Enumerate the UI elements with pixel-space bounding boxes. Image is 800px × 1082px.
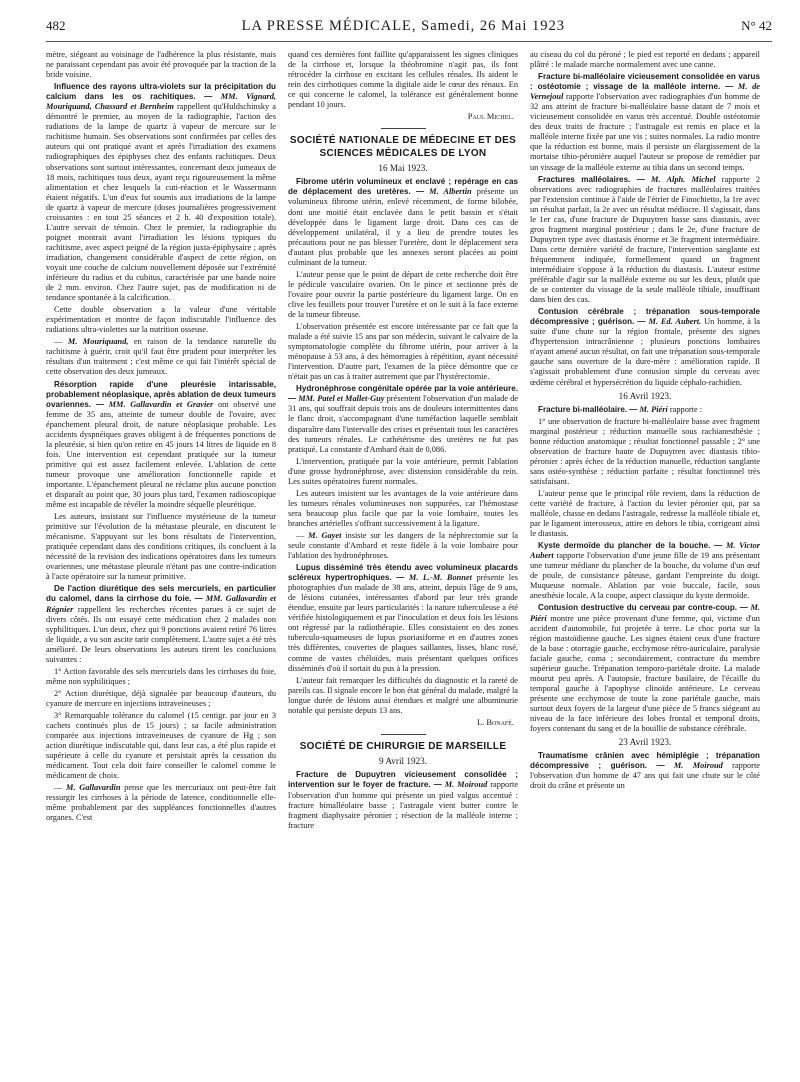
article-traumatisme [530,751,760,791]
article-lupus [288,563,518,674]
paragraph: — M. Gallavardin pense que les mercuriaux ont peut-être fait ressurgir les cirrhoses à la période de latence, conditionnelle elle-même probablement par des suppléances fonctionnelles d'autres organes. C'est [46,783,276,823]
running-header [46,18,772,42]
session-date: 16 Mai 1923. [378,163,428,174]
article-text: présente les photographies d'un malade de 38 ans, atteint, depuis l'âge de 9 ans, de lésions cutanées, intéressantes d'abord par leur très grande étendue, ensuite par leurs particularités : la nature tuberculeuse a été vérifiée histologiquement et par l'inoculation et deux fois les lésions ont régressé par la radiothérapie. Elles consistaient en des zones tuberculo-squameuses de lupus psoriasiforme et en d'autres zones très différentes, couvertes de plaques saillantes, lisses, blanc rosé, comme de vastes chéloïdes, mais présentant quelques orifices disséminés d'où il sortait du pus à la pression. [288,573,518,673]
article-title: Contusion cérébrale ; trépanation sous-temporale décompressive ; guérison. — [530,307,760,327]
paragraph: L'observation présentée est encore intéressante par ce fait que la malade a été suivie 15 ans par son médecin, suivant le calvaire de la symptomatologie complète du fibrome utérin, pour arriver à la ménopause à 53 ans, à des hémorragies à répétition, ayant nécessité l'intervention. D'autre part, l'examen de la pièce démontre que ce n'était pas un cas à traiter autrement que par l'hystérectomie. [288,322,518,382]
article-text: ont observé une femme de 35 ans, atteinte de tumeur double de l'ovaire, avec épanchement pleural droit, de nature néoplasique probable. Les accidents dyspnéiques graves obligent à de fréquentes ponctions de la pleurésie, si bien qu'on retire en 45 jours 14 litres de liquide en 8 fois. Une intervention est cependant pratiquée sur la tumeur primitive qui est assez facilement enlevée. L'ablation de cette tumeur provoque une amélioration fonctionnelle rapide et importante. L'épanchement pleural ne réclame plus aucune ponction et disparaît au point que, 30 jours plus tard, l'examen radioscopique même est incapable de révéler la moindre séquelle pleurétique. [46,399,276,510]
society-heading: SOCIÉTÉ NATIONALE DE MÉDECINE ET DES SCIENCES MÉDICALES DE LYON [289,135,517,159]
article-authors: M. Moiroud [444,780,488,790]
article-text: en raison de la tendance naturelle du rachitisme à guérir, croit qu'il faut être prudent pour interpréter les résultats d'un traitement ; c'est même ce qui fait l'intérêt spécial de cette observation des deux jumeaux. [46,337,276,377]
article-title: Hydronéphrose congénitale opérée par la voie antérieure. — [288,384,518,404]
article-authors: M. Alph. Michel [651,174,716,184]
article-title: Fracture bi-malléolaire. — [538,404,638,414]
article-text: rapporte l'observation avec radiographies d'un homme de 32 ans atteint de fracture bi-malléolaire basse datant de 7 mois et vicieusement consolidée en varus très accentué. Double ostéotomie des deux traits de fracture ; l'astragale est remis en place et la malléole interne fixée par une vis ; suites normales. La radio montre que la réduction est bonne, mais il persiste un élargissement de la mortaise tibio-péronière auquel l'auteur se propose de remédier par un vissage de la malléole externe au tibia dans un second temps. [530,92,760,172]
article-title: Traumatisme crânien avec hémiplégie ; trépanation décompressive ; guérison. — [530,751,760,771]
article-text: rappellent les recherches récentes parues à ce sujet de divers côtés. Ils ont essayé cette médication chez 2 malades non syphilitiques. L'un deux, chez qui 9 ponctions avaient retiré 76 litres de liquide, a vu son ascite tarir complètement. L'autre sujet a été très amélioré. De leurs observations les auteurs tirent les conclusions suivantes : [46,604,276,664]
article-title: Influence des rayons ultra-violets sur la précipitation du calcium dans les os rachitiques. — [46,82,276,102]
article-title: Contusion destructive du cerveau par contre-coup. — [538,603,748,613]
article-authors: M. Mouriquand, [67,337,129,347]
divider [381,128,426,129]
page-number: 482 [46,18,66,33]
article-authors: MM. Vignard, Mouriquand, Chassard et Bernheim [46,92,276,112]
article-title: Fracture bi-malléolaire vicieusement consolidée en varus : ostéotomie ; vissage de la malléole interne. — [530,72,760,92]
paragraph: quand ces dernières font faillite qu'apparaissent les signes cliniques de la cirrhose et, lorsque la théobromine n'agit pas, ils font rétrocéder la cirrhose en excitant les cellules rénales. Ils aident le rein des cirrhotiques comme la digitale aide le cœur des rénaux. En ce qui concerne le calomel, la tolérance est généralement bonne pendant 10 jours. [288,50,518,110]
society-heading: SOCIÉTÉ DE CHIRURGIE DE MARSEILLE [299,740,507,752]
article-authors: M. L.-M. Bonnet [408,573,472,583]
issue-number: N° 42 [741,18,772,33]
article-text: pense que les mercuriaux ont peut-être fait ressurgir les cirrhoses à la période de latence, conditionnelle elle-même probablement par des suppléances fonctionnelles d'autres organes. C'est [46,783,276,823]
article-title: De l'action diurétique des sels mercuriels, en particulier du calomel, dans la cirrhose du foie. — [46,584,276,604]
columns [46,50,772,1080]
paragraph: L'auteur pense que le principal rôle revient, dans la réduction de cette variété de fracture, à l'action du levier péronier qui, par sa malléole, chasse en dedans l'astragale, redresse la malléole tibiale et, par le ligament interosseux, attire en dehors le tibia, corrigeant ainsi le diastasis. [530,488,760,539]
article-contusion [530,307,760,387]
article-title: Fibrome utérin volumineux et enclavé ; repérage en cas de déplacement des uretères. — [288,177,518,197]
article-fibrome [288,177,518,267]
article-text: rapporte l'observation d'un homme de 47 ans qui fait une chute sur le côté droit du crâne et présente un [530,761,760,791]
column-right [530,50,760,1080]
article-text: Un homme, à la suite d'une chute sur la région frontale, présente des signes d'hypertension intracrânienne ; plusieurs ponctions lombaires n'ayant amené aucun résultat, on fait une trépanation sous-temporale gauche sans ouverture de la dure-mère : amélioration rapide. Il s'agissait probablement d'une contusion simple du cerveau avec œdème cérébral et hypersécrétion du liquide céphalo-rachidien. [530,317,760,387]
article-text: rapporte l'observation d'une jeune fille de 19 ans présentant une tumeur médiane du plancher de la bouche, du volume d'un œuf de poule, de consistance pâteuse, gardant l'empreinte du doigt. Muqueuse normale. Ablation par voie buccale, facile, sous anesthésie locale. A la coupe, aspect classique du kyste dermoïde. [530,551,760,601]
paragraph: Cette double observation a la valeur d'une véritable expérimentation et montre de façon indiscutable l'influence des radiations ultra-violettes sur la nutrition osseuse. [46,305,276,335]
article-authors: M. Gayet [308,530,342,540]
article-ultraviolet [46,82,276,303]
list-item: 1° Action favorable des sels mercuriels dans les cirrhoses du foie, même non syphilitiques ; [46,666,276,686]
paragraph: mètre, siégeant au voisinage de l'adhérence la plus résistante, mais ne paraissant cependant pas avoir été provoquée par la traction de la bride voisine. [46,50,276,80]
article-dupuytren [288,770,518,830]
article-authors: M. Piéri [639,404,668,414]
paragraph: L'intervention, pratiquée par la voie antérieure, permit l'ablation d'une grosse hydronéphrose, avec distension considérable du rein. Les suites opératoires furent normales. [288,456,518,486]
article-title: Fracture de Dupuytren vicieusement consolidée ; intervention sur le foyer de fracture. — [288,770,518,790]
article-title: Fractures malléolaires. — [538,174,645,184]
article-authors: M. Gallavardin [66,783,121,793]
paragraph: L'auteur pense que le point de départ de cette recherche doit être le pédicule vasculaire ovarien. On le pince et sectionne près de l'ovaire pour ouvrir la partie postérieure du ligament large. On en clive les feuillets pour trouver l'uretère et on le suit à la face externe de la tumeur fibreuse. [288,269,518,319]
session-date: 23 Avril 1923. [618,737,672,748]
article-text: présente un volumineux fibrome utérin, enlevé récemment, de forme bilobée, dont une moitié était enclavée dans le petit bassin et s'était développée dans le ligament large droit. Dans ces cas de développement unilatéral, il y a lieu de prendre toutes les précautions pour ne pas blesser l'uretère, dont le déplacement sera d'autant plus probable que les annexes seront placées au point culminant de la tumeur. [288,187,518,267]
signature: Paul Michel. [467,112,514,122]
paragraph: — M. Mouriquand, en raison de la tendance naturelle du rachitisme à guérir, croit qu'il faut être prudent pour interpréter les résultats d'un traitement ; c'est même ce qui fait l'intérêt spécial de cette observation des deux jumeaux. [46,337,276,377]
article-authors: M. Albertin [429,187,472,197]
article-authors: M. Moiroud [673,761,723,771]
column-left [46,50,276,1080]
paragraph: — M. Gayet insiste sur les dangers de la néphrectomie sur la seule constante d'Ambard et reste fidèle à la voie lombaire pour l'ablation des hydronéphroses. [288,530,518,561]
divider [381,734,426,735]
article-authors: MM. Gallavardin et Gravier [108,399,214,409]
paragraph: L'auteur fait remarquer les difficultés du diagnostic et la rareté de pareils cas. Il signale encore le bon état général du malade, malgré la longue durée de lésions aussi étendues et malgré une albuminurie notable qui persiste depuis 13 ans. [288,675,518,715]
article-varus [530,72,760,172]
signature: L. Bonafé. [477,717,514,727]
list-item: 2° Action diurétique, déjà signalée par beaucoup d'auteurs, du cyanure de mercure en injections intraveineuses ; [46,688,276,708]
article-text: rapporte 2 observations avec radiographies de fractures malléolaires traitées par l'extension continue à l'aide de l'étrier de Finochietto, la 1re avec un résultat parfait, la 2e avec un résultat médiocre. Il s'agissait, dans le 1er cas, d'une fracture de Dupuytren basse sans diastasis, avec gros fragment marginal postérieur ; dans le 2e, d'une fracture de Dupuytren type avec diastasis énorme et 3e fragment intermédiaire. Dans cette dernière variété de fracture, l'intervention sanglante est fréquemment indiquée, formellement quand un fragment intermédiaire s'oppose à la réduction du diastasis. L'auteur estime préférable d'agir sur la malléole externe ou sur les deux, plutôt que de se contenter du vissage de la seule malléole tibiale, insuffisant dans bien des cas. [530,174,760,305]
article-kyste [530,541,760,601]
list-item: 3° Remarquable tolérance du calomel (15 centigr. par jour en 3 cachets continués plus de 15 jours) ; sa facile administration comparée aux injections intraveineuses de cyanure de Hg ; son action diurétique indiscutable qui, dans leur cas, a été plus rapide et supérieure à celle du cyanure et persistait après la cessation du médicament. Tout cela doit faire conseiller le calomel comme le médicament de choix. [46,711,276,781]
article-hydronephrose [288,384,518,454]
article-title: Lupus disséminé très étendu avec volumineux placards scléreux hypertrophiques. — [288,563,518,583]
article-calomel [46,584,276,664]
article-text: présentent l'observation d'un malade de 31 ans, qui souffrait depuis trois ans de douleurs intermittentes dans le flanc droit, s'accompagnant d'une tuméfaction laquelle semblait disparaître dans l'intervalle des crises et présentait tous les caractères des tumeurs rénales. Le cathétérisme des uretères ne fut pas pratiqué. La constante d'Ambard était de 0,086. [288,394,518,454]
article-malleolaires [530,175,760,306]
article-text: rapporte : [669,404,703,414]
paragraph: 1° une observation de fracture bi-malléolaire basse avec fragment marginal postérieur ; réduction manuelle sous rachianesthésie ; bonne réduction anatomique ; résultat fonctionnel passable ; 2° une observation de fracture haute de Dupuytren avec diastasis tibio-péronier : après échec de la réduction manuelle, réduction sanglante sans ostéo-synthèse ; réduction parfaite ; résultat fonctionnel très satisfaisant. [530,416,760,486]
article-authors: M. de Vernejoul [530,82,760,102]
article-text: insiste sur les dangers de la néphrectomie sur la seule constante d'Ambard et reste fidèle à la voie lombaire pour l'ablation des hydronéphroses. [288,530,518,561]
article-text: montre une pièce provenant d'une femme, qui, victime d'un accident d'automobile, fut projetée à terre. Le choc porta sur la région mastoïdienne gauche. Les signes étaient ceux d'une fracture de la base : otorragie gauche, ecchymose rétro-auriculaire, paralysie faciale gauche, coma ; secondairement, contracture du membre supérieur gauche. Trépanation temporo-pariétale droite. La malade mourut peu après. A l'autopsie, fracture basilaire, de l'écaille du temporal gauche à l'apophyse clinoïde antérieure. Le cerveau présente une ecchymose de toute la zone pariétale gauche, mais surtout deux foyers de la largeur d'une pièce de 5 francs siégeant au niveau de la face inférieure des lobes frontal et temporal droits, foyers contenant du sang et de la bouillie de substance cérébrale. [530,613,760,734]
article-title: Kyste dermoïde du plancher de la bouche. — [538,541,723,551]
article-title: Résorption rapide d'une pleurésie intarissable, probablement néoplasique, après ablation de deux tumeurs ovariennes. — [46,379,276,409]
article-authors: M. Victor Aubert [530,541,760,561]
paragraph: Les auteurs insistent sur les avantages de la voie antérieure dans les tumeurs rénales volumineuses non suppurées, car l'hémostase sera beaucoup plus facile que par la voie lombaire, toutes les branches artérielles s'offrant successivement à la ligature. [288,488,518,528]
article-authors: M. Piéri [530,603,760,623]
column-middle [288,50,518,1080]
article-authors: M. Ed. Aubert. [648,317,702,327]
article-text: rappellent qu'Huldschinsky a démontré le premier, au moyen de la radiographie, l'action des radiations de la lampe de quartz à vapeur de mercure sur le rachitisme humain. Ses observations sont confirmées par celles des auteurs qui ont pratiqué avant et après l'irradiation des examens radiographiques des épiphyses chez des enfants rachitiques. Deux observations sont surtout intéressantes, concernant deux jumeaux de 18 mois, rachitiques tous deux, ayant reçu rigoureusement la même alimentation et chez lesquels la cuti-réaction et le Wassermann étaient négatifs. L'un d'eux fut soumis aux irradiations de la lampe de quartz à vapeur de mercure (doses journalières progressivement croissantes : en tout 25 séances et 2 h. 40 d'exposition totale). L'autre servait de témoin. Chez le premier, la radiographie du poignet montrait avant l'irradiation les lésions typiques du rachitisme, avec aspect peigné de la région juxta-épiphysaire ; après irradiation, changement considérable d'aspect de cette région, on voyait une couche de calcium nouvellement déposée sur l'extrémité inférieure du radius et du cubitus, caractérisée par une bande noire de 2 mm. environ. Chez l'autre sujet, pas de modification ni de tendance spontanée à la calcification. [46,102,276,303]
article-pleuresie [46,380,276,511]
session-date: 9 Avril 1923. [378,756,428,767]
article-contrecoup [530,603,760,734]
article-authors: MM. Patel et Mallet-Guy [298,394,385,404]
article-text: rapporte l'observation d'un homme qui présente un pied valgus accentué : fracture bimalléolaire basse ; l'astragale vient butter contre le fragment diaphysaire péronier ; résection de la malléole interne ; fracture [288,780,518,830]
article-bimalleolaire [530,405,760,415]
running-title: LA PRESSE MÉDICALE, Samedi, 26 Mai 1923 [241,18,566,34]
session-date: 16 Avril 1923. [618,390,672,401]
paragraph: Les auteurs, insistant sur l'influence mystérieuse de la tumeur primitive sur l'évolution de la métastase pleurale, en discutent le mécanisme. S'appuyant sur les bons résultats de l'intervention, pratiquée cependant dans des conditions critiques, ils concluent à la nécessité de la revision des indications opératoires dans les tumeurs ovariennes, une métastase pleurale n'étant pas une contre-indication à l'acte opératoire sur la tumeur primitive. [46,512,276,582]
article-authors: MM. Gallavardin et Régnier [46,594,276,614]
paragraph: au ciseau du col du péroné ; le pied est reporté en dedans ; appareil plâtré : le malade marche normalement avec une canne. [530,50,760,70]
